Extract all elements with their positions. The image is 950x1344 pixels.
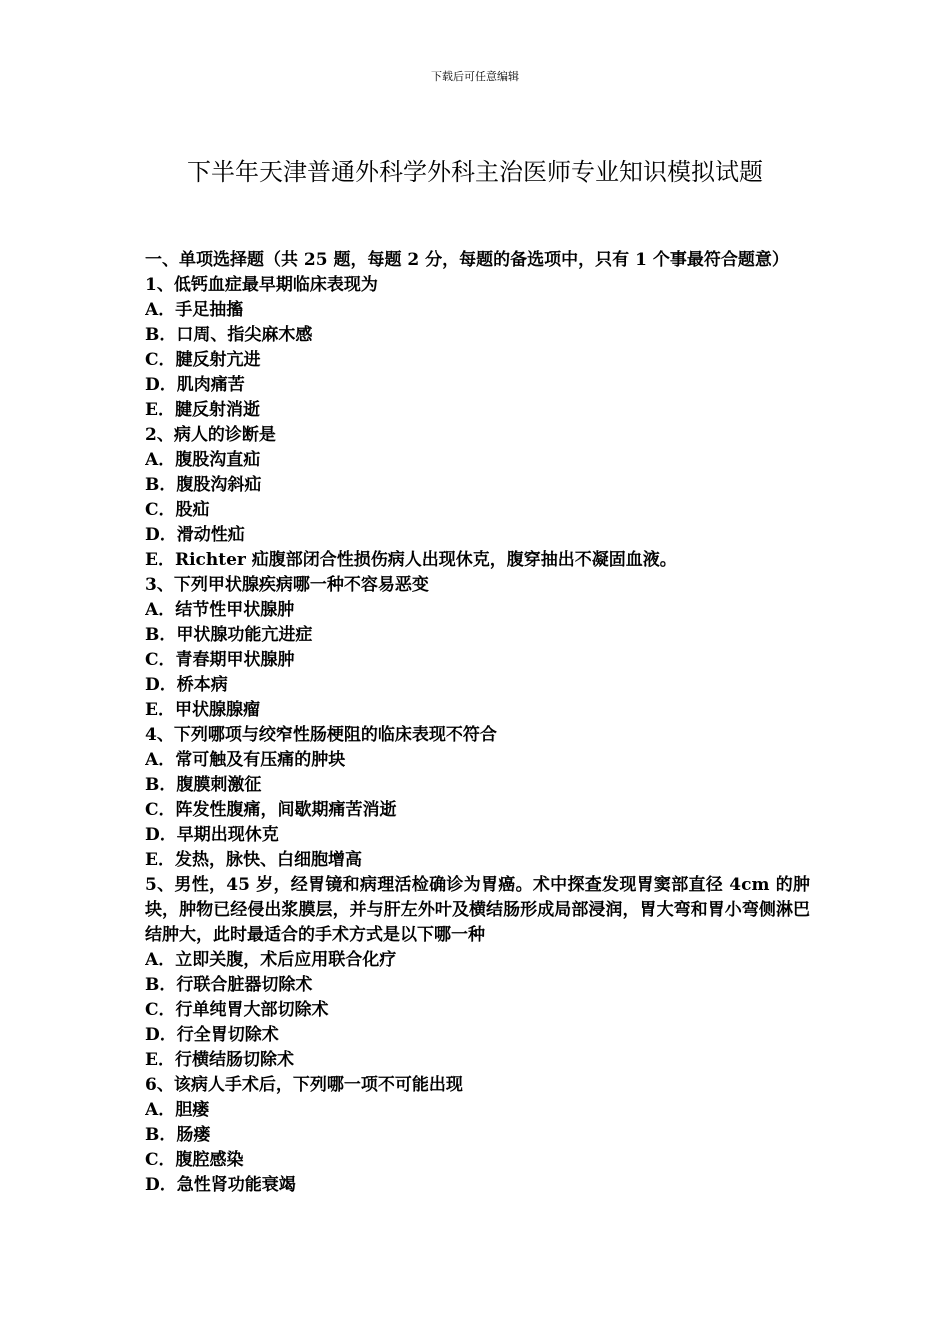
question-option: C．青春期甲状腺肿 bbox=[145, 650, 295, 670]
question-option: C．股疝 bbox=[145, 500, 210, 520]
question-option: A．立即关腹，术后应用联合化疗 bbox=[145, 950, 397, 970]
question-option: D．行全胃切除术 bbox=[145, 1025, 279, 1045]
question-option: B．行联合脏器切除术 bbox=[145, 975, 313, 995]
question-option: B．腹股沟斜疝 bbox=[145, 475, 262, 495]
question-option: E．行横结肠切除术 bbox=[145, 1050, 294, 1070]
question-option: A．结节性甲状腺肿 bbox=[145, 600, 295, 620]
question-option: B．腹膜刺激征 bbox=[145, 775, 262, 795]
question-option: D．早期出现休克 bbox=[145, 825, 279, 845]
section-heading: 一、单项选择题（共 25 题，每题 2 分，每题的备选项中，只有 1 个事最符合题意） bbox=[145, 250, 789, 270]
question-option: E．甲状腺腺瘤 bbox=[145, 700, 260, 720]
question-stem: 1、低钙血症最早期临床表现为 bbox=[145, 275, 378, 295]
question-option: C．腱反射亢进 bbox=[145, 350, 261, 370]
question-option: A．胆瘘 bbox=[145, 1100, 210, 1120]
question-option: B．甲状腺功能亢进症 bbox=[145, 625, 313, 645]
question-option: B．肠瘘 bbox=[145, 1125, 211, 1145]
question-stem: 5、男性，45 岁，经胃镜和病理活检确诊为胃癌。术中探查发现胃窦部直径 4cm 的肿块，肿物已经侵出浆膜层，并与肝左外叶及横结肠形成局部浸润，胃大弯和胃小弯侧淋巴结肿大，此时最适合的手术方式是以下哪一种 bbox=[145, 875, 810, 945]
question-option: A．常可触及有压痛的肿块 bbox=[145, 750, 346, 770]
question-2 bbox=[145, 423, 810, 573]
question-option: C．腹腔感染 bbox=[145, 1150, 244, 1170]
question-option: A．手足抽搐 bbox=[145, 300, 244, 320]
question-4 bbox=[145, 723, 810, 873]
question-6 bbox=[145, 1073, 810, 1198]
question-stem: 6、该病人手术后，下列哪一项不可能出现 bbox=[145, 1075, 463, 1095]
question-option: C．阵发性腹痛，间歇期痛苦消逝 bbox=[145, 800, 397, 820]
question-option: D．滑动性疝 bbox=[145, 525, 245, 545]
question-1 bbox=[145, 273, 810, 423]
question-option: A．腹股沟直疝 bbox=[145, 450, 261, 470]
question-3 bbox=[145, 573, 810, 723]
question-option: D．桥本病 bbox=[145, 675, 228, 695]
question-option: D．肌肉痛苦 bbox=[145, 375, 245, 395]
header-note: 下载后可任意编辑 bbox=[431, 70, 519, 83]
question-option: B．口周、指尖麻木感 bbox=[145, 325, 313, 345]
question-option: C．行单纯胃大部切除术 bbox=[145, 1000, 329, 1020]
document-body bbox=[145, 248, 810, 1198]
question-stem: 3、下列甲状腺疾病哪一种不容易恶变 bbox=[145, 575, 429, 595]
question-stem: 2、病人的诊断是 bbox=[145, 425, 276, 445]
question-option: E．发热，脉快、白细胞增高 bbox=[145, 850, 362, 870]
question-option: D．急性肾功能衰竭 bbox=[145, 1175, 296, 1195]
question-5 bbox=[145, 873, 810, 1073]
question-option: E．腱反射消逝 bbox=[145, 400, 260, 420]
question-option: E．Richter 疝腹部闭合性损伤病人出现休克，腹穿抽出不凝固血液。 bbox=[145, 550, 677, 570]
question-stem: 4、下列哪项与绞窄性肠梗阻的临床表现不符合 bbox=[145, 725, 497, 745]
document-title: 下半年天津普通外科学外科主治医师专业知识模拟试题 bbox=[187, 158, 763, 186]
